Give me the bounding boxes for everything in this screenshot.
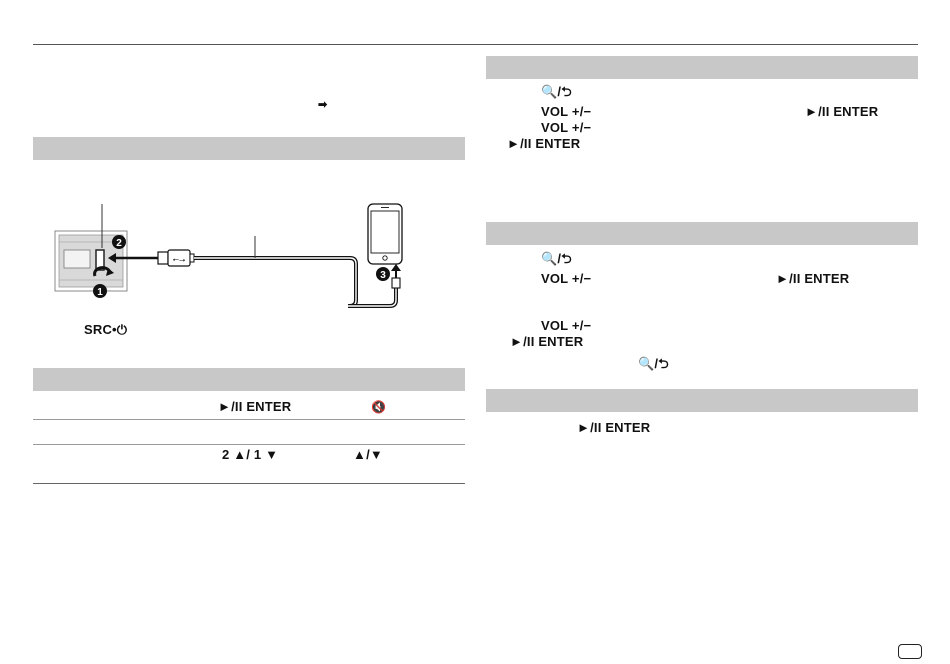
volume-keys-label: VOL +/−: [541, 104, 592, 119]
src-power-button-label: SRC•⏻: [84, 322, 128, 337]
mute-icon: 🔇: [371, 400, 387, 414]
play-pause-enter-label: ►/II ENTER: [805, 104, 879, 119]
play-pause-enter-label: ►/II ENTER: [507, 136, 581, 151]
play-pause-enter-label: ►/II ENTER: [218, 399, 292, 414]
svg-text:1: 1: [97, 287, 103, 298]
svg-text:2: 2: [116, 238, 122, 249]
play-pause-enter-label: ►/II ENTER: [577, 420, 651, 435]
smartphone: [368, 204, 402, 264]
table-rule-1: [33, 419, 465, 420]
volume-keys-label: VOL +/−: [541, 120, 592, 135]
play-pause-enter-label: ►/II ENTER: [776, 271, 850, 286]
language-tab-icon: [898, 644, 922, 659]
header-rule: [33, 44, 918, 45]
play-pause-enter-label: ►/II ENTER: [510, 334, 584, 349]
volume-keys-label: VOL +/−: [541, 318, 592, 333]
usb-connection-diagram: [50, 198, 410, 316]
search-back-icon: 🔍/⮌: [541, 84, 572, 99]
section-bar-connect: [33, 137, 465, 160]
section-bar-search-2: [486, 222, 918, 245]
preset-keys-label: 2 ▲/ 1 ▼: [222, 447, 279, 462]
svg-text:3: 3: [380, 270, 386, 281]
section-bar-playback: [33, 368, 465, 391]
up-down-icon: ▲/▼: [353, 447, 383, 462]
section-bar-pause: [486, 389, 918, 412]
usb-plug: [158, 250, 194, 266]
search-back-icon: 🔍/⮌: [638, 356, 669, 371]
forward-arrow-icon: ➡: [318, 99, 328, 111]
search-back-icon: 🔍/⮌: [541, 251, 572, 266]
volume-keys-label: VOL +/−: [541, 271, 592, 286]
table-bottom-rule: [33, 483, 465, 484]
table-rule-2: [33, 444, 465, 445]
svg-text:⭠⭢: ⭠⭢: [172, 255, 186, 264]
section-bar-search: [486, 56, 918, 79]
